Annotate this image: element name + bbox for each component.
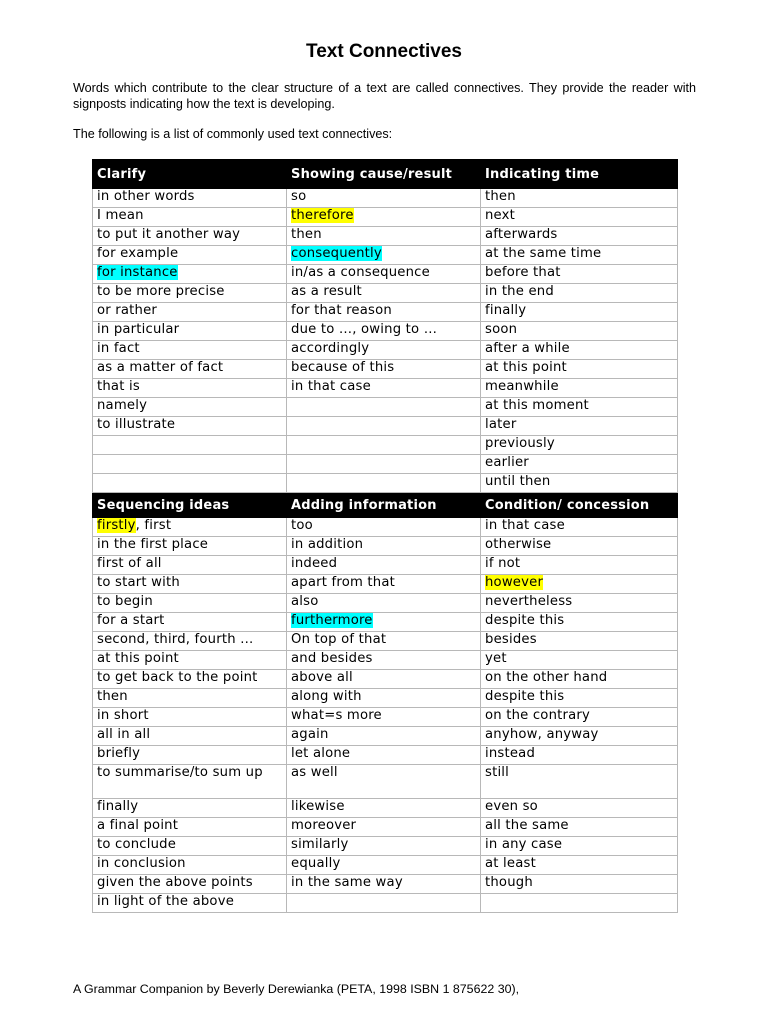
connective-text: moreover: [291, 818, 357, 833]
table-cell: [93, 265, 287, 284]
connective-text: at this point: [97, 651, 179, 666]
connective-text: similarly: [291, 837, 349, 852]
connective-text: to conclude: [97, 837, 177, 852]
table-row: [93, 537, 678, 556]
connective-text: consequently: [291, 246, 382, 261]
table-cell: [287, 765, 481, 799]
table-cell: [93, 398, 287, 417]
connective-text: later: [485, 417, 517, 432]
table-row: [93, 670, 678, 689]
connective-text: to put it another way: [97, 227, 241, 242]
table-cell: [93, 799, 287, 818]
table-cell: [287, 894, 481, 913]
connective-text: and besides: [291, 651, 373, 666]
table-cell: [93, 246, 287, 265]
table-cell: [481, 727, 678, 746]
table-row: [93, 651, 678, 670]
table-cell: [93, 474, 287, 493]
connective-text: though: [485, 875, 533, 890]
connective-text: for instance: [97, 265, 178, 280]
connective-text: second, third, fourth …: [97, 632, 254, 647]
connective-text: to summarise/to sum up: [97, 765, 263, 780]
connective-text: in any case: [485, 837, 563, 852]
connective-text: besides: [485, 632, 537, 647]
table-cell: [287, 455, 481, 474]
table-cell: [287, 322, 481, 341]
table-cell: [287, 632, 481, 651]
table-cell: [93, 189, 287, 208]
table-row: [93, 818, 678, 837]
table-cell: [93, 746, 287, 765]
table-row: [93, 875, 678, 894]
lead-sentence: The following is a list of commonly used text connectives:: [73, 127, 393, 141]
connective-text: then: [291, 227, 322, 242]
connective-text: On top of that: [291, 632, 387, 647]
connective-text: again: [291, 727, 329, 742]
table-cell: [287, 284, 481, 303]
table-row: [93, 856, 678, 875]
column-header: Indicating time: [481, 160, 678, 189]
connective-text: briefly: [97, 746, 141, 761]
connective-text: so: [291, 189, 307, 204]
table-cell: [481, 360, 678, 379]
table-cell: [481, 474, 678, 493]
table-cell: [481, 537, 678, 556]
table-cell: [287, 856, 481, 875]
table-cell: [287, 799, 481, 818]
table-cell: [481, 613, 678, 632]
connective-text: then: [97, 689, 128, 704]
connective-text: to begin: [97, 594, 153, 609]
connective-text: all in all: [97, 727, 151, 742]
table-cell: [287, 708, 481, 727]
connective-text: for example: [97, 246, 179, 261]
table-cell: [481, 379, 678, 398]
connective-text: what=s more: [291, 708, 382, 723]
table-cell: [481, 341, 678, 360]
connective-text: a final point: [97, 818, 179, 833]
table-cell: [93, 360, 287, 379]
connective-text: along with: [291, 689, 362, 704]
table-row: [93, 360, 678, 379]
table-row: [93, 265, 678, 284]
table-cell: [481, 708, 678, 727]
connective-text: otherwise: [485, 537, 552, 552]
connective-text: apart from that: [291, 575, 395, 590]
table-cell: [481, 651, 678, 670]
table-row: [93, 837, 678, 856]
connective-text: still: [485, 765, 510, 780]
table-row: [93, 799, 678, 818]
table-row: [93, 894, 678, 913]
table-cell: [93, 518, 287, 537]
table-cell: [93, 613, 287, 632]
table-cell: [93, 208, 287, 227]
table-cell: [287, 227, 481, 246]
connective-text: in/as a consequence: [291, 265, 430, 280]
table-cell: [93, 341, 287, 360]
connective-text: in the same way: [291, 875, 403, 890]
connective-text: at the same time: [485, 246, 602, 261]
connective-text: in that case: [291, 379, 371, 394]
table-cell: [93, 417, 287, 436]
connective-text: before that: [485, 265, 561, 280]
connective-text: finally: [485, 303, 527, 318]
table-cell: [481, 818, 678, 837]
connective-text: in the first place: [97, 537, 209, 552]
connective-text: instead: [485, 746, 536, 761]
table-cell: [481, 322, 678, 341]
table-row: [93, 518, 678, 537]
table-cell: [287, 670, 481, 689]
connective-text: at this point: [485, 360, 567, 375]
connective-text: to get back to the point: [97, 670, 258, 685]
table-cell: [287, 208, 481, 227]
table-row: [93, 189, 678, 208]
table-cell: [93, 632, 287, 651]
connective-text: at this moment: [485, 398, 589, 413]
connective-text: because of this: [291, 360, 395, 375]
column-header: Clarify: [93, 160, 287, 189]
connective-text: therefore: [291, 208, 354, 223]
table-cell: [287, 417, 481, 436]
table-cell: [481, 303, 678, 322]
table-cell: [93, 765, 287, 799]
table-cell: [287, 818, 481, 837]
table-cell: [93, 837, 287, 856]
connective-text: in other words: [97, 189, 195, 204]
table-cell: [481, 417, 678, 436]
connective-text: in light of the above: [97, 894, 235, 909]
table-cell: [287, 303, 481, 322]
table-cell: [287, 537, 481, 556]
connective-text: in particular: [97, 322, 180, 337]
footer-citation: A Grammar Companion by Beverly Derewianka (PETA, 1998 ISBN 1 875622 30),: [73, 982, 520, 996]
connective-text: as well: [291, 765, 338, 780]
table-cell: [481, 189, 678, 208]
connective-text: despite this: [485, 689, 565, 704]
column-header: Sequencing ideas: [93, 493, 287, 518]
table-cell: [93, 727, 287, 746]
connective-text: as a matter of fact: [97, 360, 224, 375]
connective-text: or rather: [97, 303, 158, 318]
table-row: [93, 632, 678, 651]
connective-text: if not: [485, 556, 521, 571]
connective-text: at least: [485, 856, 536, 871]
table-cell: [287, 837, 481, 856]
table-cell: [287, 518, 481, 537]
table-cell: [481, 227, 678, 246]
intro-paragraph: Words which contribute to the clear structure of a text are called connectives. They provide the reader with signposts indicating how the text is developing.: [73, 81, 696, 111]
table-cell: [481, 556, 678, 575]
connective-text: to start with: [97, 575, 180, 590]
table-row: [93, 303, 678, 322]
table-row: [93, 284, 678, 303]
table-cell: [93, 670, 287, 689]
table-cell: [93, 708, 287, 727]
table-cell: [287, 265, 481, 284]
table-cell: [93, 284, 287, 303]
connective-text: on the contrary: [485, 708, 591, 723]
connective-text: meanwhile: [485, 379, 559, 394]
table-cell: [93, 455, 287, 474]
table-cell: [481, 875, 678, 894]
connective-text: yet: [485, 651, 507, 666]
connective-text: to be more precise: [97, 284, 225, 299]
table-cell: [93, 227, 287, 246]
connective-text: let alone: [291, 746, 351, 761]
connective-text: I mean: [97, 208, 144, 223]
connective-text: too: [291, 518, 313, 533]
table2-header-row: [93, 493, 678, 518]
table-row: [93, 474, 678, 493]
connective-text: afterwards: [485, 227, 558, 242]
connective-text: then: [485, 189, 516, 204]
table-cell: [93, 894, 287, 913]
connective-text: likewise: [291, 799, 345, 814]
table-cell: [93, 818, 287, 837]
connective-text: furthermore: [291, 613, 373, 628]
table-row: [93, 708, 678, 727]
table-cell: [481, 455, 678, 474]
table-row: [93, 594, 678, 613]
table-cell: [93, 556, 287, 575]
table-cell: [481, 208, 678, 227]
column-header: Showing cause/result: [287, 160, 481, 189]
table-cell: [287, 875, 481, 894]
connective-text: finally: [97, 799, 139, 814]
table-cell: [287, 613, 481, 632]
connective-text: for a start: [97, 613, 165, 628]
table-cell: [287, 360, 481, 379]
connective-text: on the other hand: [485, 670, 608, 685]
table-cell: [481, 284, 678, 303]
connective-text: in fact: [97, 341, 140, 356]
connective-text: as a result: [291, 284, 362, 299]
connective-text: however: [485, 575, 544, 590]
connective-text: equally: [291, 856, 341, 871]
table-row: [93, 322, 678, 341]
table-cell: [481, 594, 678, 613]
connective-text: until then: [485, 474, 551, 489]
table-cell: [287, 379, 481, 398]
table-cell: [287, 651, 481, 670]
table-cell: [287, 474, 481, 493]
table-row: [93, 417, 678, 436]
connective-text: in that case: [485, 518, 565, 533]
table-cell: [93, 575, 287, 594]
connective-text: in the end: [485, 284, 554, 299]
connective-text: indeed: [291, 556, 338, 571]
table-cell: [93, 651, 287, 670]
connective-text: also: [291, 594, 319, 609]
table-cell: [287, 575, 481, 594]
table-cell: [481, 575, 678, 594]
table-row: [93, 208, 678, 227]
table-cell: [481, 746, 678, 765]
table-row: [93, 575, 678, 594]
table-row: [93, 398, 678, 417]
table-cell: [481, 518, 678, 537]
table1-header-row: [93, 160, 678, 189]
table-row: [93, 379, 678, 398]
connective-text: above all: [291, 670, 353, 685]
table-cell: [481, 670, 678, 689]
table-row: [93, 689, 678, 708]
connectives-table: [92, 159, 678, 913]
table-cell: [481, 398, 678, 417]
table-cell: [287, 398, 481, 417]
table-row: [93, 746, 678, 765]
table-row: [93, 727, 678, 746]
connective-text: in short: [97, 708, 149, 723]
table-cell: [481, 856, 678, 875]
connective-text: even so: [485, 799, 538, 814]
table-cell: [93, 537, 287, 556]
connective-text: accordingly: [291, 341, 370, 356]
connective-text: earlier: [485, 455, 529, 470]
table-row: [93, 765, 678, 799]
table-cell: [481, 689, 678, 708]
connective-text: due to …, owing to …: [291, 322, 438, 337]
table-cell: [93, 594, 287, 613]
table-cell: [481, 799, 678, 818]
connective-text: first of all: [97, 556, 162, 571]
table-cell: [481, 894, 678, 913]
table-cell: [93, 303, 287, 322]
column-header: Condition/ concession: [481, 493, 678, 518]
connective-text: firstly: [97, 518, 136, 533]
table-cell: [481, 265, 678, 284]
table-row: [93, 613, 678, 632]
connective-text-extra: , first: [135, 518, 172, 533]
connective-text: nevertheless: [485, 594, 573, 609]
table-cell: [93, 322, 287, 341]
table-cell: [93, 379, 287, 398]
connective-text: in addition: [291, 537, 364, 552]
table-cell: [287, 436, 481, 455]
connective-text: that is: [97, 379, 140, 394]
table-row: [93, 341, 678, 360]
table-cell: [93, 436, 287, 455]
connective-text: soon: [485, 322, 518, 337]
table-cell: [481, 436, 678, 455]
table-cell: [287, 246, 481, 265]
table-row: [93, 455, 678, 474]
connective-text: in conclusion: [97, 856, 186, 871]
connective-text: next: [485, 208, 516, 223]
connective-text: for that reason: [291, 303, 392, 318]
connective-text: all the same: [485, 818, 569, 833]
table-cell: [93, 875, 287, 894]
column-header: Adding information: [287, 493, 481, 518]
table-cell: [481, 246, 678, 265]
table-row: [93, 556, 678, 575]
connective-text: to illustrate: [97, 417, 176, 432]
connective-text: after a while: [485, 341, 570, 356]
table-row: [93, 436, 678, 455]
page-title: Text Connectives: [306, 41, 462, 62]
table-cell: [287, 341, 481, 360]
table-cell: [93, 689, 287, 708]
table-cell: [287, 689, 481, 708]
table-row: [93, 227, 678, 246]
connective-text: anyhow, anyway: [485, 727, 599, 742]
table-cell: [481, 837, 678, 856]
table-row: [93, 246, 678, 265]
connective-text: namely: [97, 398, 148, 413]
connective-text: despite this: [485, 613, 565, 628]
table-cell: [481, 765, 678, 799]
table-cell: [93, 856, 287, 875]
table-cell: [481, 632, 678, 651]
table-cell: [287, 556, 481, 575]
connective-text: given the above points: [97, 875, 253, 890]
table-cell: [287, 727, 481, 746]
table-cell: [287, 189, 481, 208]
table-cell: [287, 746, 481, 765]
table-cell: [287, 594, 481, 613]
connective-text: previously: [485, 436, 555, 451]
